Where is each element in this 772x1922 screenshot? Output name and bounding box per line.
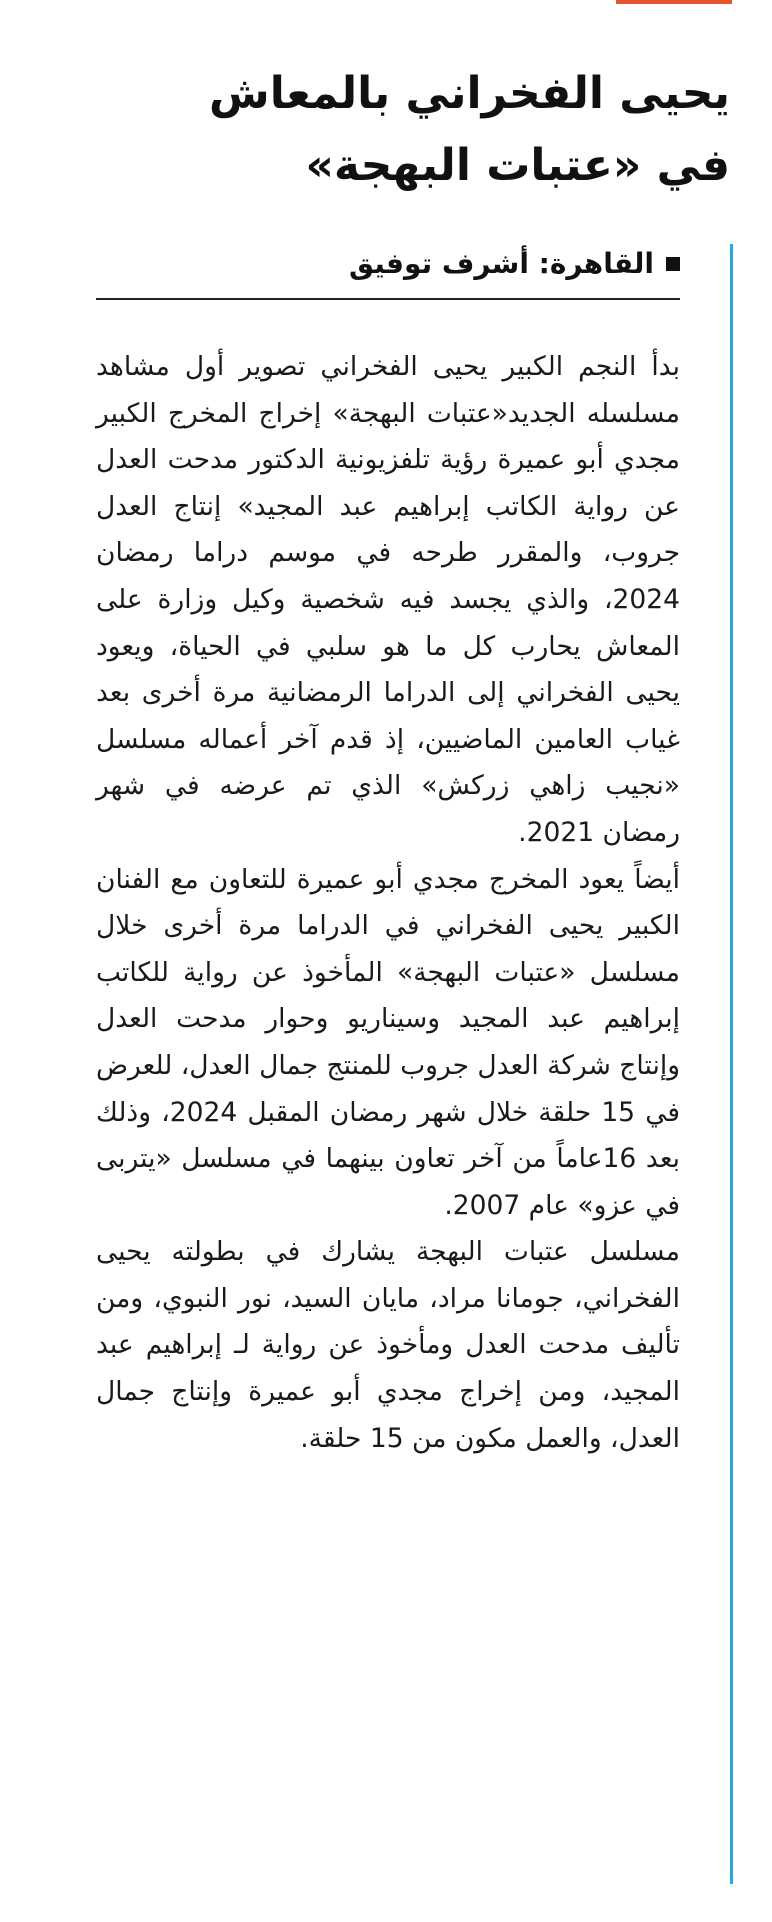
column-side-rule: [730, 244, 733, 1884]
byline-text: القاهرة: أشرف توفيق: [349, 247, 654, 280]
article-paragraph-1: بدأ النجم الكبير يحيى الفخراني تصوير أول مشاهد مسلسله الجديد«عتبات البهجة» إخراج المخرج الكبير مجدي أبو عميرة رؤية تلفزيونية الدكتور مدحت العدل عن رواية الكاتب إبراهيم عبد المجيد» إنتاج العدل جروب، والمقرر طرحه في موسم دراما رمضان 2024، والذي يجسد فيه شخصية وكيل وزارة على المعاش يحارب كل ما هو سلبي في الحياة، ويعود يحيى الفخراني إلى الدراما الرمضانية مرة أخرى بعد غياب العامين الماضيين، إذ قدم آخر أعماله مسلسل «نجيب زاهي زركش» الذي تم عرضه في شهر رمضان 2021.: [96, 351, 680, 848]
article-headline: يحيى الفخراني بالمعاش في «عتبات البهجة»: [209, 68, 730, 191]
byline-divider: [96, 298, 680, 300]
article-body: [96, 344, 680, 1462]
square-bullet-icon: [666, 257, 680, 271]
article-paragraph-3: مسلسل عتبات البهجة يشارك في بطولته يحيى الفخراني، جومانا مراد، مايان السيد، نور النبوي، ومن تأليف مدحت العدل ومأخوذ عن رواية لـ إبراهيم عبد المجيد، ومن إخراج مجدي أبو عميرة وإنتاج جمال العدل، والعمل مكون من 15 حلقة.: [96, 1236, 680, 1454]
byline: [100, 244, 680, 284]
top-accent-bar: [616, 0, 732, 4]
article-paragraph-2: أيضاً يعود المخرج مجدي أبو عميرة للتعاون مع الفنان الكبير يحيى الفخراني في الدراما مرة أخرى خلال مسلسل «عتبات البهجة» المأخوذ عن رواية للكاتب إبراهيم عبد المجيد وسيناريو وحوار مدحت العدل وإنتاج شركة العدل جروب للمنتج جمال العدل، للعرض في 15 حلقة خلال شهر رمضان المقبل 2024، وذلك بعد 16عاماً من آخر تعاون بينهما في مسلسل «يتربى في عزو» عام 2007.: [96, 863, 680, 1221]
